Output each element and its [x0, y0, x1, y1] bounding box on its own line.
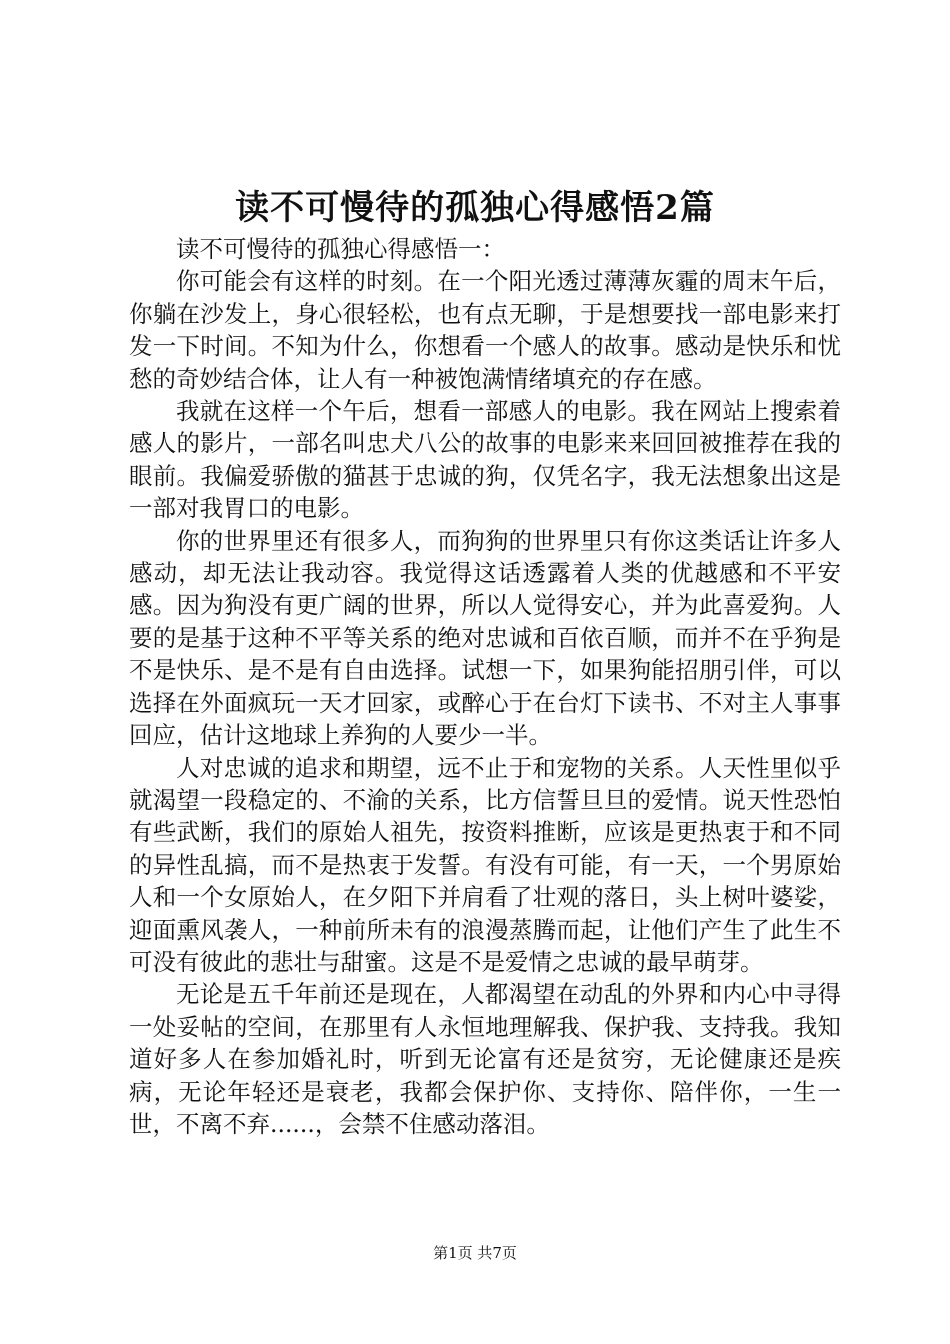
paragraph: 无论是五千年前还是现在，人都渴望在动乱的外界和内心中寻得一处妥帖的空间，在那里有人永恒地理解我、保护我、支持我。我知道好多人在参加婚礼时，听到无论富有还是贫穷，无论健康还是疾病，无论年轻还是衰老，我都会保护你、支持你、陪伴你，一生一世，不离不弃......，会禁不住感动落泪。	[129, 980, 841, 1138]
paragraph: 你的世界里还有很多人，而狗狗的世界里只有你这类话让许多人感动，却无法让我动容。我觉得这话透露着人类的优越感和不平安感。因为狗没有更广阔的世界，所以人觉得安心，并为此喜爱狗。人要的是基于这种不平等关系的绝对忠诚和百依百顺，而并不在乎狗是不是快乐、是不是有自由选择。试想一下，如果狗能招朋引伴，可以选择在外面疯玩一天才回家，或醉心于在台灯下读书、不对主人事事回应，估计这地球上养狗的人要少一半。	[129, 526, 841, 750]
page-footer: 第1页 共7页	[433, 1244, 517, 1262]
paragraph-heading: 读不可慢待的孤独心得感悟一：	[176, 235, 505, 263]
paragraph: 你可能会有这样的时刻。在一个阳光透过薄薄灰霾的周末午后，你躺在沙发上，身心很轻松，也有点无聊，于是想要找一部电影来打发一下时间。不知为什么，你想看一个感人的故事。感动是快乐和忧愁的奇妙结合体，让人有一种被饱满情绪填充的存在感。	[129, 267, 841, 393]
paragraph: 人对忠诚的追求和期望，远不止于和宠物的关系。人天性里似乎就渴望一段稳定的、不渝的关系，比方信誓旦旦的爱情。说天性恐怕有些武断，我们的原始人祖先，按资料推断，应该是更热衷于和不同的异性乱搞，而不是热衷于发誓。有没有可能，有一天，一个男原始人和一个女原始人，在夕阳下并肩看了壮观的落日，头上树叶婆娑，迎面熏风袭人，一种前所未有的浪漫蒸腾而起，让他们产生了此生不可没有彼此的悲壮与甜蜜。这是不是爱情之忠诚的最早萌芽。	[129, 753, 841, 976]
paragraph: 我就在这样一个午后，想看一部感人的电影。我在网站上搜索着感人的影片，一部名叫忠犬八公的故事的电影来来回回被推荐在我的眼前。我偏爱骄傲的猫甚于忠诚的狗，仅凭名字，我无法想象出这是一部对我胃口的电影。	[129, 397, 841, 523]
document-body	[129, 233, 841, 1140]
document-title: 读不可慢待的孤独心得感悟2篇	[235, 188, 715, 228]
